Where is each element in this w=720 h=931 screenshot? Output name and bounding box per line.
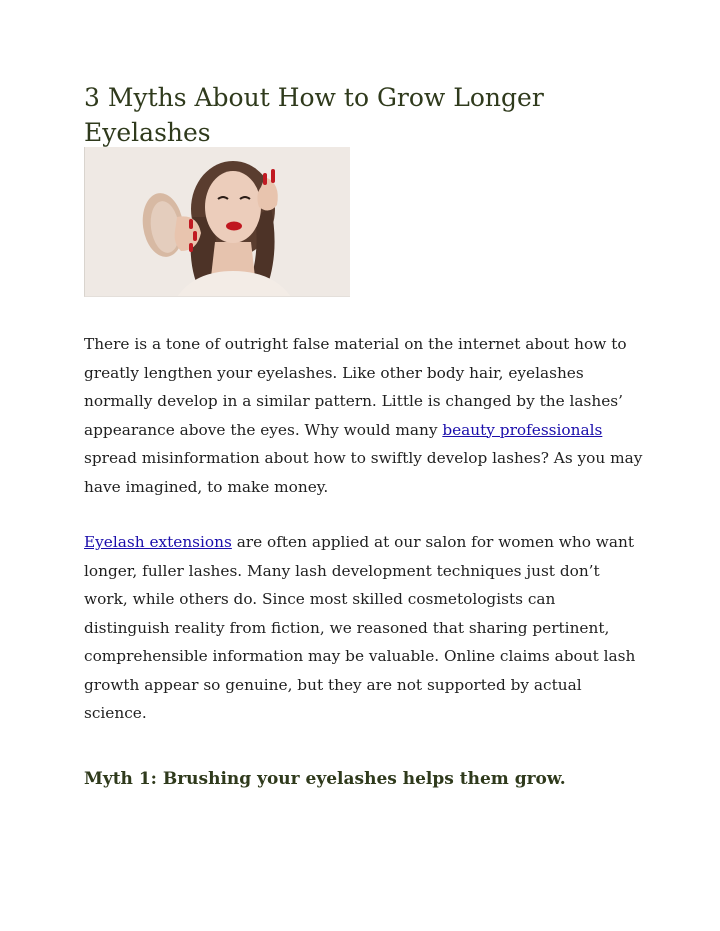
intro-paragraph [84,330,644,501]
eyelash-extensions-link[interactable]: Eyelash extensions [84,533,232,551]
beauty-professionals-link[interactable]: beauty professionals [442,420,603,439]
hero-image [84,147,350,297]
myth-1-heading: Myth 1: Brushing your eyelashes helps them grow. [84,769,566,789]
article-title: 3 Myths About How to Grow Longer Eyelashes [84,83,544,147]
extensions-text: are often applied at our salon for women who want longer, fuller lashes. Many lash development techniques just don’t work, while others do. Since most skilled cosmetologists can distinguish reality from fiction, we reasoned that sharing pertinent, comprehensible information may be valuable. Online claims about lash growth appear so genuine, but they are not supported by actual science. [84,533,636,722]
intro-text-part-1: There is a tone of outright false material on the internet about how to greatly lengthen your eyelashes. Like other body hair, eyelashes normally develop in a similar pattern. Little is changed by the lashes’ appearance above the eyes. Why would many [84,335,627,439]
intro-text-part-2: spread misinformation about how to swiftly develop lashes? As you may have imagined, to make money. [84,449,643,496]
woman-applying-makeup-illustration [85,147,350,297]
extensions-paragraph [84,528,644,728]
